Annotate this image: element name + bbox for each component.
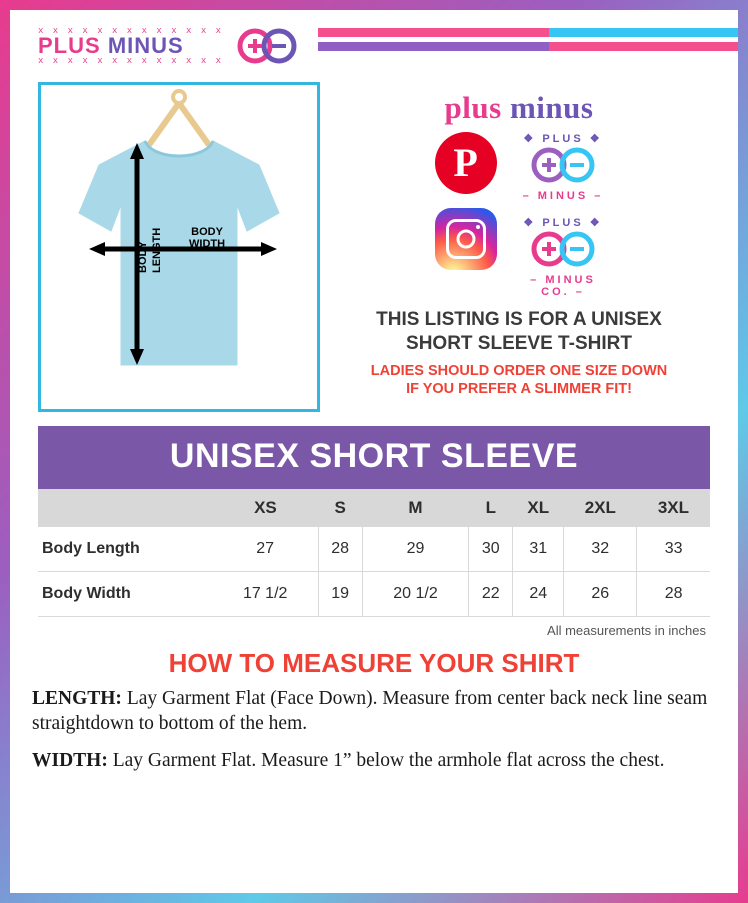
- pinterest-icon[interactable]: [435, 132, 497, 194]
- how-to-measure-title: HOW TO MEASURE YOUR SHIRT: [168, 648, 580, 678]
- listing-line-1: THIS LISTING IS FOR A UNISEX: [376, 309, 662, 330]
- infinity-icon-instagram: [524, 229, 602, 274]
- brand-logo-text: [38, 27, 223, 65]
- pinterest-handle-line1: ❖ PLUS ❖: [523, 133, 603, 145]
- shirt-illustration: [41, 85, 317, 409]
- cell-length-s: 28: [318, 527, 362, 572]
- brand-logo: [10, 26, 310, 66]
- listing-line-2: SHORT SLEEVE T-SHIRT: [406, 332, 632, 354]
- shirt-diagram: [38, 82, 320, 412]
- banner-title: UNISEX SHORT SLEEVE: [38, 426, 710, 489]
- header-cell-3xl: 3XL: [637, 489, 710, 527]
- body-length-label-line2: LENGTH: [151, 227, 163, 273]
- instagram-handle-line2: – MINUS: [530, 274, 596, 286]
- logo-wordmark: [38, 35, 223, 57]
- header-cell-xl: XL: [513, 489, 564, 527]
- header: [10, 10, 738, 82]
- cell-length-xl: 31: [513, 527, 564, 572]
- pinterest-glyph: P: [453, 140, 478, 185]
- cell-length-l: 30: [469, 527, 513, 572]
- cell-width-3xl: 28: [637, 572, 710, 617]
- pinterest-handle-line2: – MINUS –: [522, 190, 604, 202]
- instagram-icon[interactable]: [435, 208, 497, 270]
- row-label-body-width: Body Width: [38, 572, 213, 617]
- table-row: [38, 572, 710, 617]
- body-length-label-line1: BODY: [137, 241, 149, 273]
- right-column: [320, 82, 710, 412]
- table-row: [38, 527, 710, 572]
- width-instruction: [32, 749, 716, 774]
- listing-description: [328, 308, 710, 356]
- body-length-label: [137, 241, 149, 273]
- social-section: [328, 132, 710, 298]
- table-header-row: [38, 489, 710, 527]
- size-chart-table: [38, 489, 710, 617]
- instagram-camera-shape: [446, 219, 486, 259]
- instagram-handle-line3: CO. –: [541, 286, 585, 298]
- header-color-bars: [318, 28, 738, 56]
- ladies-note-line2: IF YOU PREFER A SLIMMER FIT!: [406, 380, 632, 397]
- cell-width-s: 19: [318, 572, 362, 617]
- header-cell-blank: [38, 489, 213, 527]
- size-chart-head: [38, 489, 710, 527]
- color-bar-1: [318, 28, 738, 37]
- instagram-handle-line1: ❖ PLUS ❖: [523, 217, 603, 229]
- size-chart-body: [38, 527, 710, 617]
- header-cell-s: S: [318, 489, 362, 527]
- length-text: Lay Garment Flat (Face Down). Measure from center back neck line seam straightdown to bottom of the hem.: [32, 688, 708, 734]
- cell-length-m: 29: [362, 527, 469, 572]
- header-cell-xs: XS: [213, 489, 318, 527]
- measurements-note: All measurements in inches: [547, 623, 706, 638]
- ladies-note-line1: LADIES SHOULD ORDER ONE SIZE DOWN: [370, 362, 668, 379]
- logo-dots-top: x x x x x x x x x x x x x: [38, 26, 224, 36]
- header-cell-2xl: 2XL: [564, 489, 637, 527]
- body-width-label-line2: WIDTH: [189, 238, 226, 250]
- body-length-label-2: [151, 228, 163, 273]
- cell-length-2xl: 32: [564, 527, 637, 572]
- social-icons-column: [435, 132, 497, 298]
- color-bar-2: [318, 42, 738, 51]
- length-instruction: [32, 687, 716, 737]
- infinity-icon-pinterest: [524, 145, 602, 190]
- cell-length-xs: 27: [213, 527, 318, 572]
- brand-script-plus: plus: [444, 90, 502, 125]
- infinity-icon: [235, 26, 299, 66]
- body-width-label-line1: BODY: [191, 226, 223, 238]
- logo-minus-text: MINUS: [107, 33, 184, 58]
- instagram-handle: [523, 216, 602, 298]
- brand-script: [328, 90, 710, 126]
- page-content: [10, 10, 738, 893]
- header-cell-l: L: [469, 489, 513, 527]
- ladies-note: [328, 362, 710, 398]
- cell-width-l: 22: [469, 572, 513, 617]
- brand-script-minus: minus: [509, 90, 594, 125]
- cell-width-xl: 24: [513, 572, 564, 617]
- width-text: Lay Garment Flat. Measure 1” below the armhole flat across the chest.: [107, 749, 665, 771]
- pinterest-handle: [523, 132, 604, 202]
- header-cell-m: M: [362, 489, 469, 527]
- upper-section: [10, 82, 738, 412]
- social-handles-column: [523, 132, 604, 298]
- cell-width-xs: 17 1/2: [213, 572, 318, 617]
- cell-width-m: 20 1/2: [362, 572, 469, 617]
- how-to-measure-body: [32, 687, 716, 774]
- cell-width-2xl: 26: [564, 572, 637, 617]
- logo-dots-bottom: x x x x x x x x x x x x x: [38, 56, 224, 66]
- width-label: WIDTH:: [32, 749, 108, 771]
- row-label-body-length: Body Length: [38, 527, 213, 572]
- length-label: LENGTH:: [32, 688, 122, 709]
- body-width-label: [189, 226, 225, 250]
- size-chart-table-wrap: [38, 489, 710, 638]
- logo-plus-text: PLUS: [38, 33, 101, 58]
- cell-length-3xl: 33: [637, 527, 710, 572]
